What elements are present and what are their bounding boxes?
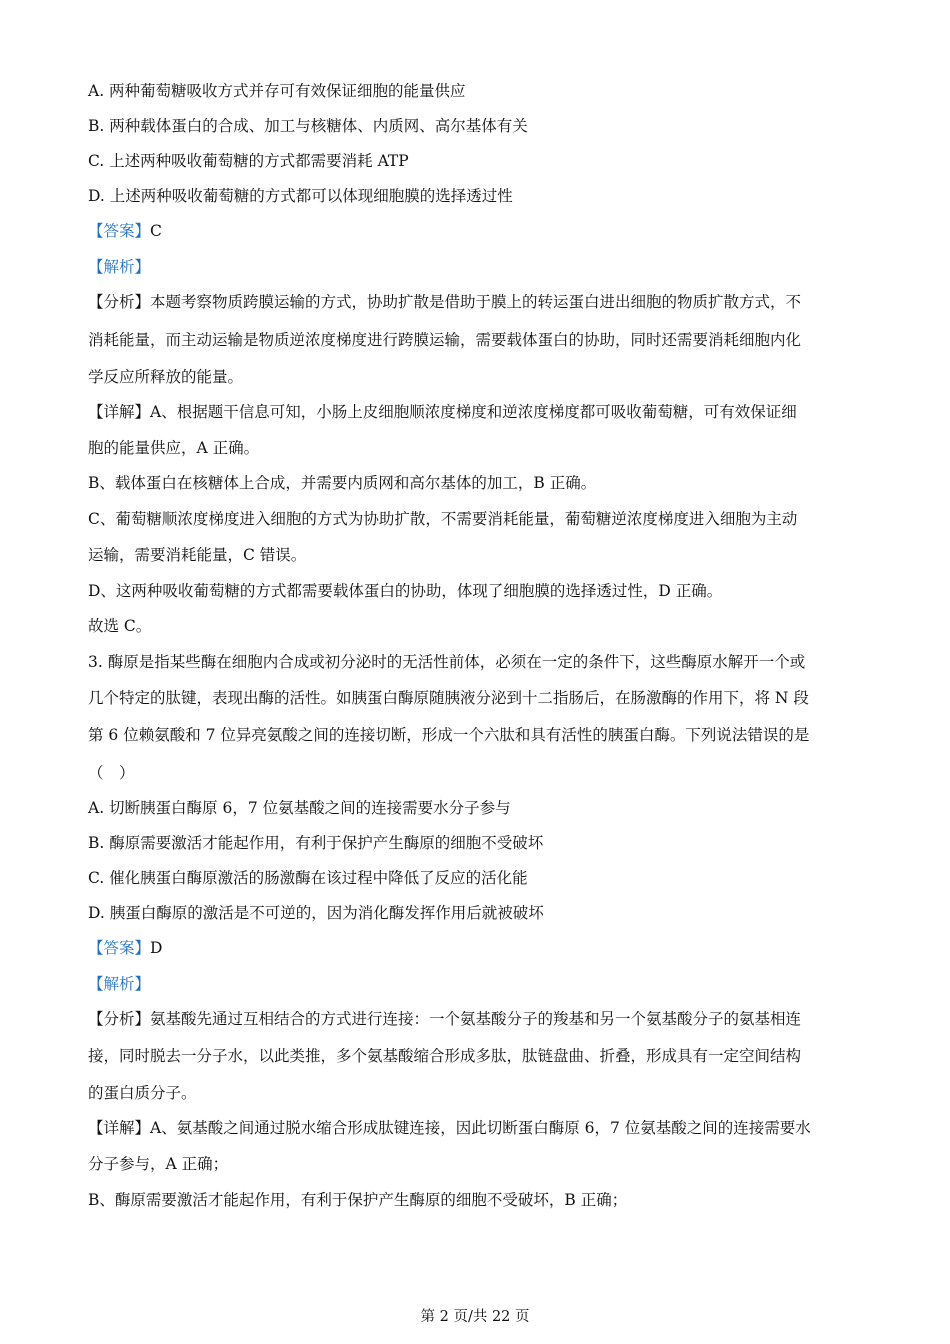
q2-option-b: B. 两种载体蛋白的合成、加工与核糖体、内质网、高尔基体有关 [88,117,528,135]
q3-answer [88,938,868,958]
fenxi-tag: 【分析】 [88,293,151,311]
q2-xiangjie-line1: 【详解】A、根据题干信息可知，小肠上皮细胞顺浓度梯度和逆浓度梯度都可吸收葡萄糖，可有效保证细 [88,403,797,421]
q2-fenxi-line2: 消耗能量，而主动运输是物质逆浓度梯度进行跨膜运输，需要载体蛋白的协助，同时还需要消耗细胞内化 [88,331,802,349]
q3-analysis-tag: 【解析】 [88,975,151,993]
q3-fenxi-line3: 的蛋白质分子。 [88,1084,197,1102]
q3-option-c: C. 催化胰蛋白酶原激活的肠激酶在该过程中降低了反应的活化能 [88,869,528,887]
page-footer: 第 2 页/共 22 页 [420,1309,530,1325]
q3-detail-b: B、酶原需要激活才能起作用，有利于保护产生酶原的细胞不受破坏，B 正确； [88,1191,628,1209]
q2-option-d: D. 上述两种吸收葡萄糖的方式都可以体现细胞膜的选择透过性 [88,187,513,205]
answer-tag: 【答案】 [88,939,151,957]
xiangjie-tag: 【详解】 [88,403,151,421]
q2-detail-c2: 运输，需要消耗能量，C 错误。 [88,546,307,564]
q2-option-a: A. 两种葡萄糖吸收方式并存可有效保证细胞的能量供应 [88,82,466,100]
q2-detail-b: B、载体蛋白在核糖体上合成，并需要内质网和高尔基体的加工，B 正确。 [88,474,597,492]
q2-conclusion: 故选 C。 [88,617,152,635]
q3-xiangjie-line2: 分子参与，A 正确； [88,1155,229,1173]
answer-tag: 【答案】 [88,222,151,240]
q3-xiangjie-line1: 【详解】A、氨基酸之间通过脱水缩合形成肽键连接，因此切断蛋白酶原 6，7 位氨基酸之间的连接需要水 [88,1119,811,1137]
q3-stem-line4: （ ） [88,764,135,782]
q3-fenxi-line1: 【分析】氨基酸先通过互相结合的方式进行连接：一个氨基酸分子的羧基和另一个氨基酸分子的氨基相连 [88,1010,802,1028]
q2-fenxi-line1: 【分析】本题考察物质跨膜运输的方式，协助扩散是借助于膜上的转运蛋白进出细胞的物质扩散方式，不 [88,293,802,311]
q3-option-d: D. 胰蛋白酶原的激活是不可逆的，因为消化酶发挥作用后就被破坏 [88,904,544,922]
q2-fenxi-line3: 学反应所释放的能量。 [88,368,244,386]
q3-option-a: A. 切断胰蛋白酶原 6，7 位氨基酸之间的连接需要水分子参与 [88,799,511,817]
q2-xiangjie-line2: 胞的能量供应，A 正确。 [88,439,260,457]
q2-analysis-tag: 【解析】 [88,258,151,276]
q3-stem-line3: 第 6 位赖氨酸和 7 位异亮氨酸之间的连接切断，形成一个六肽和具有活性的胰蛋白酶。下列说法错误的是 [88,726,810,744]
q2-answer [88,221,868,241]
q3-stem-line2: 几个特定的肽键，表现出酶的活性。如胰蛋白酶原随胰液分泌到十二指肠后，在肠激酶的作用下，将 N 段 [88,689,809,707]
answer-value: D [150,939,163,957]
q2-detail-d: D、这两种吸收葡萄糖的方式都需要载体蛋白的协助，体现了细胞膜的选择透过性，D 正确。 [88,582,723,600]
q3-fenxi-line2: 接，同时脱去一分子水，以此类推，多个氨基酸缩合形成多肽，肽链盘曲、折叠，形成具有一定空间结构 [88,1047,802,1065]
q2-option-c: C. 上述两种吸收葡萄糖的方式都需要消耗 ATP [88,152,409,170]
q2-detail-c1: C、葡萄糖顺浓度梯度进入细胞的方式为协助扩散，不需要消耗能量，葡萄糖逆浓度梯度进入细胞为主动 [88,510,798,528]
q3-option-b: B. 酶原需要激活才能起作用，有利于保护产生酶原的细胞不受破坏 [88,834,544,852]
answer-value: C [150,222,162,240]
q3-stem-line1: 3. 酶原是指某些酶在细胞内合成或初分泌时的无活性前体，必须在一定的条件下，这些酶原水解开一个或 [88,653,806,671]
xiangjie-tag: 【详解】 [88,1119,151,1137]
fenxi-tag: 【分析】 [88,1010,151,1028]
